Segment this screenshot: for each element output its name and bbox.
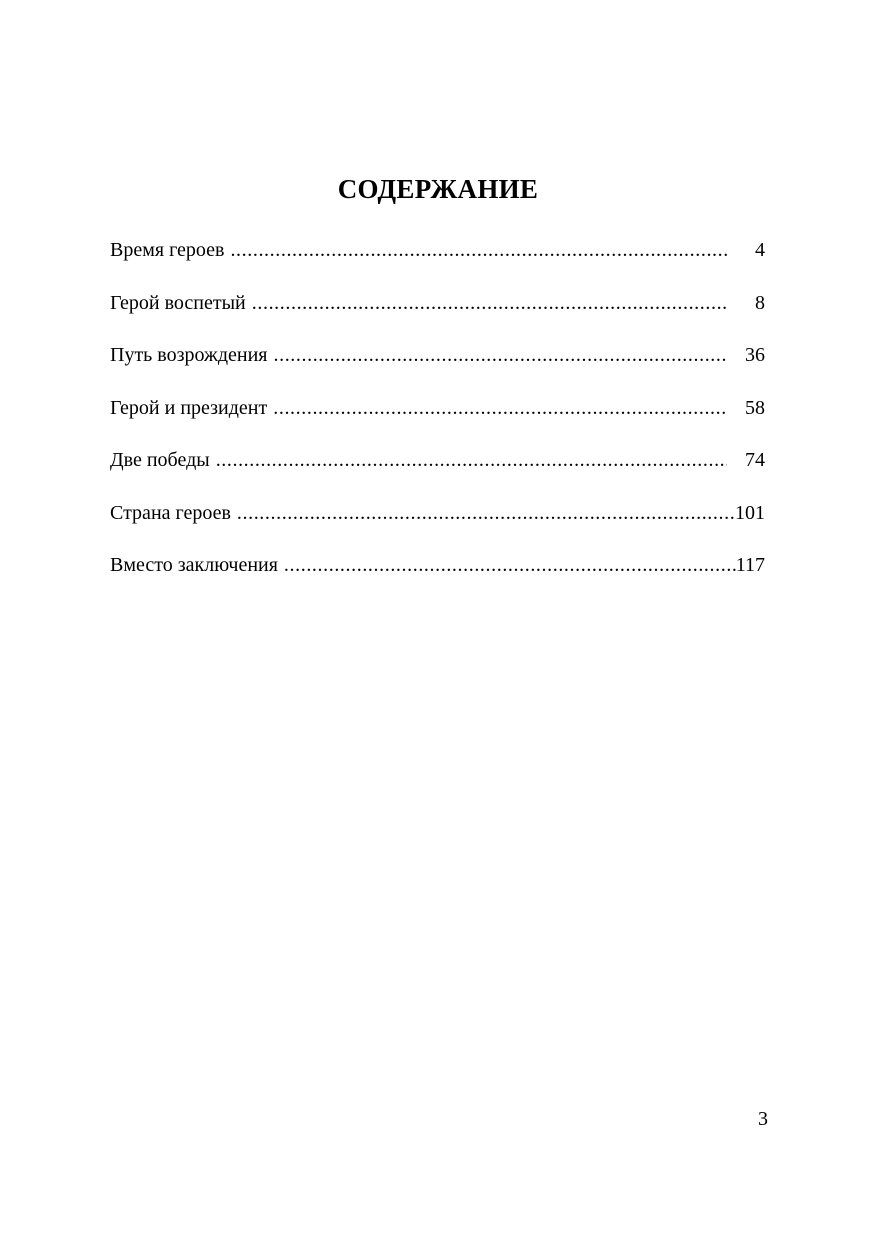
- page-number: 3: [758, 1108, 768, 1130]
- toc-entry-page: 36: [745, 344, 765, 366]
- toc-entry: [110, 341, 765, 394]
- toc-entry: [110, 236, 765, 289]
- toc-entry: [110, 499, 765, 552]
- toc-entry-page: 101: [735, 501, 765, 524]
- toc-entry: [110, 394, 765, 447]
- toc-entry-title: Путь возрождения: [110, 344, 268, 366]
- page-title: СОДЕРЖАНИЕ: [337, 174, 539, 204]
- toc-entry-title: Герой и президент: [110, 396, 268, 419]
- toc-entry: [110, 446, 765, 499]
- toc-dot-leader: [230, 236, 727, 264]
- toc-dot-leader: [273, 394, 727, 422]
- toc-entry: [110, 551, 765, 604]
- toc-entry-title: Время героев: [110, 239, 225, 261]
- toc-dot-leader: [237, 499, 735, 527]
- toc-dot-leader: [284, 551, 736, 579]
- toc-entry-page: 74: [745, 449, 765, 471]
- toc-entry-title: Герой воспетый: [110, 291, 246, 314]
- toc-dot-leader: [216, 446, 727, 474]
- toc-entry-title: Страна героев: [110, 501, 231, 524]
- toc-entry-title: Вместо заключения: [110, 554, 278, 576]
- toc-entry-title: Две победы: [110, 449, 210, 471]
- toc-entry-page: 8: [755, 291, 765, 314]
- toc-entry-page: 117: [735, 554, 765, 576]
- toc-entry: [110, 289, 765, 342]
- toc-entry-page: 58: [745, 396, 765, 419]
- toc-dot-leader: [274, 341, 728, 369]
- toc-entry-page: 4: [755, 239, 765, 261]
- toc-dot-leader: [252, 289, 727, 317]
- table-of-contents: [110, 236, 765, 604]
